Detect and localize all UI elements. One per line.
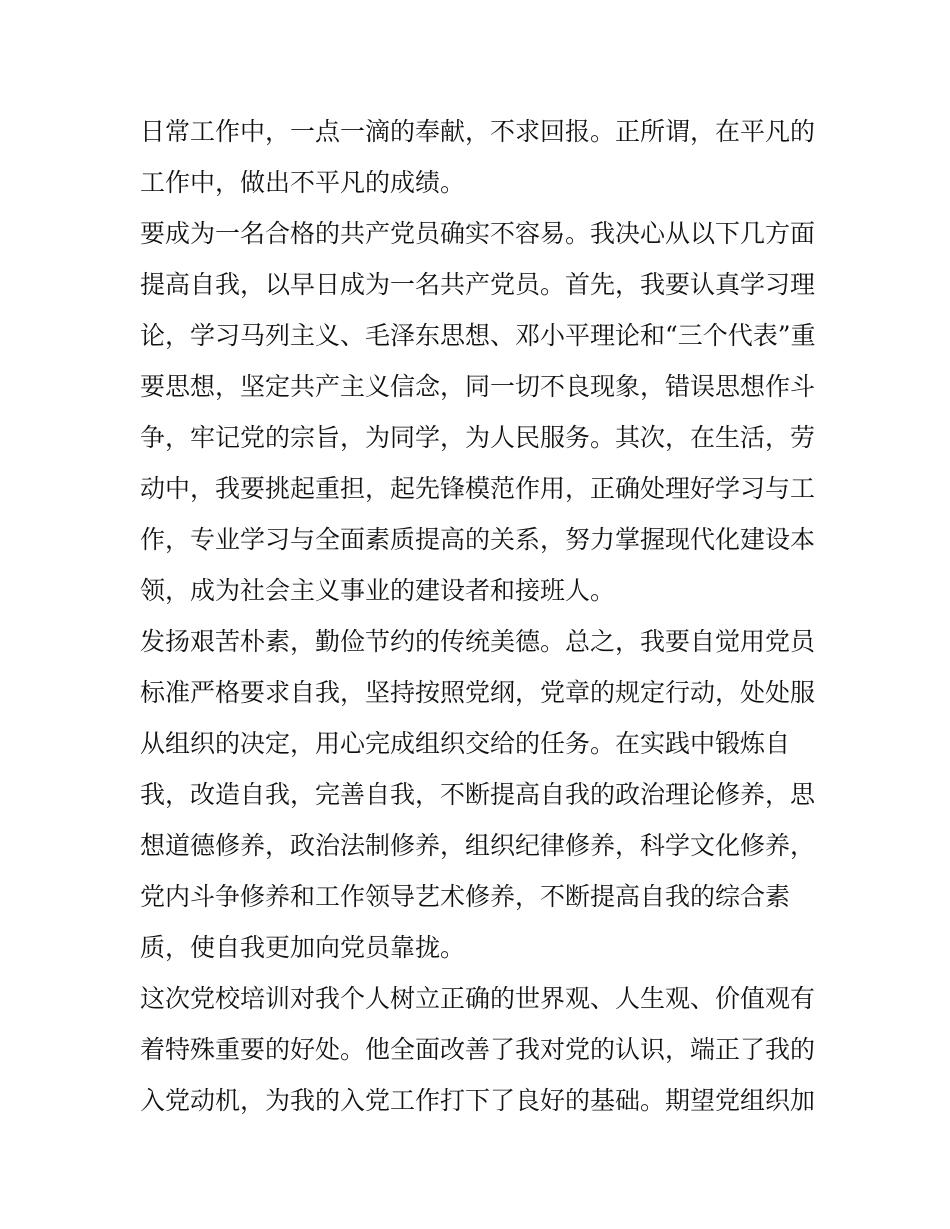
- document-body: [140, 106, 820, 1126]
- text-line: 党内斗争修养和工作领导艺术修养，不断提高自我的综合素: [140, 882, 791, 911]
- text-line: 从组织的决定，用心完成组织交给的任务。在实践中锻炼自: [140, 729, 791, 758]
- text-line: 我，改造自我，完善自我，不断提高自我的政治理论修养，思: [140, 780, 816, 809]
- text-line: 日常工作中，一点一滴的奉献，不求回报。正所谓，在平凡的: [140, 117, 816, 146]
- text-line: 动中，我要挑起重担，起先锋模范作用，正确处理好学习与工: [140, 474, 816, 503]
- text-line: 入党动机，为我的入党工作打下了良好的基础。期望党组织加: [140, 1086, 816, 1115]
- text-line: 标准严格要求自我，坚持按照党纲，党章的规定行动，处处服: [140, 678, 816, 707]
- text-line: 领，成为社会主义事业的建设者和接班人。: [140, 576, 616, 605]
- text-line: 争，牢记党的宗旨，为同学，为人民服务。其次，在生活，劳: [140, 423, 816, 452]
- text-line: 这次党校培训对我个人树立正确的世界观、人生观、价值观有: [140, 984, 816, 1013]
- text-line: 想道德修养，政治法制修养，组织纪律修养，科学文化修养，: [140, 831, 816, 860]
- text-line: 要思想，坚定共产主义信念，同一切不良现象，错误思想作斗: [140, 372, 816, 401]
- text-line: 工作中，做出不平凡的成绩。: [140, 168, 466, 197]
- text-line: 提高自我，以早日成为一名共产党员。首先，我要认真学习理: [140, 270, 816, 299]
- text-line: 论，学习马列主义、毛泽东思想、邓小平理论和“三个代表”重: [140, 321, 816, 350]
- text-line: 着特殊重要的好处。他全面改善了我对党的认识，端正了我的: [140, 1035, 816, 1064]
- text-line: 作，专业学习与全面素质提高的关系，努力掌握现代化建设本: [140, 525, 816, 554]
- text-line: 要成为一名合格的共产党员确实不容易。我决心从以下几方面: [140, 219, 816, 248]
- text-line: 质，使自我更加向党员靠拢。: [140, 933, 466, 962]
- text-line: 发扬艰苦朴素，勤俭节约的传统美德。总之，我要自觉用党员: [140, 627, 816, 656]
